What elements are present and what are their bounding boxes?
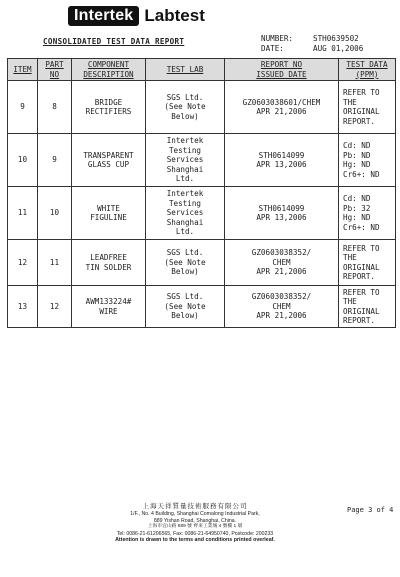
cell-description: BRIDGE RECTIFIERS xyxy=(72,81,146,134)
cell-item: 10 xyxy=(8,134,38,187)
table-row xyxy=(8,240,396,286)
cell-description: AWM133224# WIRE xyxy=(72,286,146,328)
cell-report-no: STH0614099 APR 13,2006 xyxy=(225,134,339,187)
date-line xyxy=(261,44,363,54)
cell-report-no: GZ0603038352/ CHEM APR 21,2006 xyxy=(225,240,339,286)
chinese-address: 上海市宜山路 889 號 齊來工業城 4 號樓 1 層 xyxy=(147,524,243,530)
header-test-lab: TEST LAB xyxy=(146,59,225,81)
table-row xyxy=(8,81,396,134)
cell-part-no: 10 xyxy=(38,187,72,240)
cell-test-lab: Intertek Testing Services Shanghai Ltd. xyxy=(146,187,225,240)
cell-item: 11 xyxy=(8,187,38,240)
number-line xyxy=(261,34,363,44)
cell-report-no: STH0614099 APR 13,2006 xyxy=(225,187,339,240)
cell-description: LEADFREE TIN SOLDER xyxy=(72,240,146,286)
cell-test-lab: SGS Ltd. (See Note Below) xyxy=(146,81,225,134)
header-test-data: TEST DATA (PPM) xyxy=(339,59,396,81)
cell-description: TRANSPARENT GLASS CUP xyxy=(72,134,146,187)
cell-item: 12 xyxy=(8,240,38,286)
table-header-row xyxy=(8,59,396,81)
date-value: AUG 01,2006 xyxy=(313,43,364,53)
header-item: ITEM xyxy=(8,59,38,81)
intertek-logo xyxy=(68,5,205,27)
address-line-1: 1/F., No. 4 Building, Shanghai Comalong Industrial Park, xyxy=(130,511,260,517)
chinese-company-name: 上海天祥質量技術服務有限公司 xyxy=(142,503,248,510)
date-label: DATE: xyxy=(261,43,284,53)
cell-test-lab: Intertek Testing Services Shanghai Ltd. xyxy=(146,134,225,187)
cell-item: 9 xyxy=(8,81,38,134)
cell-item: 13 xyxy=(8,286,38,328)
cell-part-no: 12 xyxy=(38,286,72,328)
page-number: Page 3 of 4 xyxy=(347,506,394,514)
cell-test-data: REFER TO THE ORIGINAL REPORT. xyxy=(339,286,396,328)
attention-note: Attention is drawn to the terms and conditions printed overleaf. xyxy=(115,537,275,544)
cell-test-data: REFER TO THE ORIGINAL REPORT. xyxy=(339,240,396,286)
address-line-2: 889 Yishan Road, Shanghai, China. xyxy=(153,517,237,524)
company-footer xyxy=(95,502,295,544)
report-title: CONSOLIDATED TEST DATA REPORT xyxy=(43,37,185,46)
cell-part-no: 11 xyxy=(38,240,72,286)
header-component-description: COMPONENT DESCRIPTION xyxy=(72,59,146,81)
cell-test-data: Cd: ND Pb: ND Hg: ND Cr6+: ND xyxy=(339,134,396,187)
cell-test-data: REFER TO THE ORIGINAL REPORT. xyxy=(339,81,396,134)
table-row xyxy=(8,187,396,240)
header-report-no: REPORT NO ISSUED DATE xyxy=(225,59,339,81)
number-label: NUMBER: xyxy=(261,34,294,43)
number-value: STH0639502 xyxy=(313,34,359,43)
cell-test-lab: SGS Ltd. (See Note Below) xyxy=(146,240,225,286)
cell-part-no: 9 xyxy=(38,134,72,187)
logo-brand: Intertek xyxy=(68,6,139,26)
table-row xyxy=(8,134,396,187)
cell-test-data: Cd: ND Pb: 32 Hg: ND Cr6+: ND xyxy=(339,187,396,240)
cell-report-no: GZ0603038352/ CHEM APR 21,2006 xyxy=(225,286,339,328)
logo-suffix: Labtest xyxy=(144,6,205,25)
test-data-table xyxy=(7,58,396,328)
cell-report-no: GZ0603038601/CHEM APR 21,2006 xyxy=(225,81,339,134)
contact-line: Tel: 0086-21-61206565, Fax: 0086-21-64950740, Postcode: 200233 xyxy=(116,530,274,537)
cell-part-no: 8 xyxy=(38,81,72,134)
header-part-no: PART NO xyxy=(38,59,72,81)
table-row xyxy=(8,286,396,328)
cell-description: WHITE FIGULINE xyxy=(72,187,146,240)
report-meta xyxy=(261,34,363,53)
cell-test-lab: SGS Ltd. (See Note Below) xyxy=(146,286,225,328)
